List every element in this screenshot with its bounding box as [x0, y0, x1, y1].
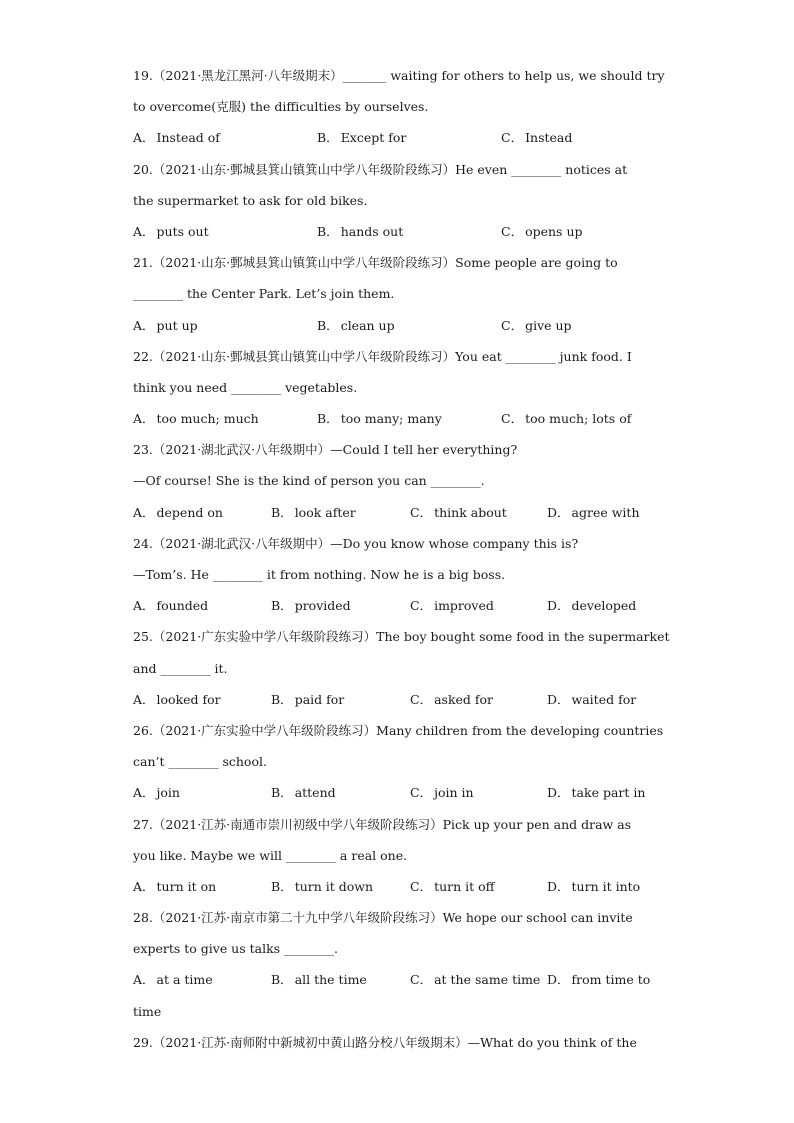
- options-row: [133, 590, 661, 621]
- question-stem-line: 22.（2021·山东·鄄城县箕山镇箕山中学八年级阶段练习）You eat ________ junk food. I: [133, 348, 632, 364]
- option-c[interactable]: C． at the same time: [410, 972, 541, 988]
- option-b[interactable]: B． turn it down: [271, 878, 374, 894]
- option-c[interactable]: C． turn it off: [410, 878, 495, 894]
- option-a[interactable]: A． at a time: [133, 972, 213, 988]
- question-stem-line: to overcome(克服) the difficulties by ourselves.: [133, 99, 429, 115]
- question-stem-line: you like. Maybe we will ________ a real one.: [133, 847, 408, 863]
- option-b[interactable]: B． too many; many: [317, 411, 442, 427]
- question-21: [133, 247, 661, 341]
- options-row: [133, 403, 661, 434]
- question-stem-line: 19.（2021·黑龙江黑河·八年级期末）_______ waiting for others to help us, we should try: [133, 68, 665, 83]
- option-b[interactable]: B． all the time: [271, 972, 367, 988]
- question-stem-line: 27.（2021·江苏·南通市崇川初级中学八年级阶段练习）Pick up your pen and draw as: [133, 816, 632, 832]
- option-b[interactable]: B． paid for: [271, 691, 345, 707]
- question-27: [133, 809, 661, 903]
- option-b[interactable]: B． Except for: [317, 130, 407, 146]
- options-row: [133, 216, 661, 247]
- option-b[interactable]: B． look after: [271, 504, 356, 520]
- options-row: [133, 871, 661, 902]
- option-c[interactable]: C． give up: [501, 317, 572, 333]
- question-stem-line: —Of course! She is the kind of person you can ________.: [133, 473, 485, 489]
- question-stem-line: 29.（2021·江苏·南师附中新城初中黄山路分校八年级期末）—What do you think of the: [133, 1034, 637, 1050]
- question-stem-line: can’t ________ school.: [133, 754, 267, 770]
- option-a[interactable]: A． join: [133, 785, 180, 801]
- option-a[interactable]: A． looked for: [133, 691, 221, 707]
- question-stem-line: ________ the Center Park. Let’s join them.: [133, 286, 395, 302]
- question-19: [133, 60, 665, 154]
- option-d[interactable]: D． developed: [547, 598, 637, 614]
- options-row: [133, 497, 661, 528]
- question-stem-line: and ________ it.: [133, 660, 228, 676]
- option-a[interactable]: A． put up: [133, 317, 198, 333]
- options-row: [133, 122, 661, 153]
- question-25: [133, 621, 670, 715]
- options-row: [133, 777, 661, 808]
- options-row: [133, 684, 661, 715]
- options-row: [133, 310, 661, 341]
- question-stem-line: experts to give us talks ________.: [133, 941, 339, 957]
- question-stem-line: 24.（2021·湖北武汉·八年级期中）—Do you know whose company this is?: [133, 535, 579, 551]
- option-d[interactable]: D． agree with: [547, 504, 640, 520]
- question-24: [133, 528, 661, 622]
- question-20: [133, 154, 661, 248]
- question-stem-line: 25.（2021·广东实验中学八年级阶段练习）The boy bought some food in the supermarket: [133, 629, 670, 645]
- option-b[interactable]: B． hands out: [317, 223, 404, 239]
- question-stem-line: the supermarket to ask for old bikes.: [133, 192, 368, 208]
- option-b[interactable]: B． provided: [271, 598, 351, 614]
- option-a[interactable]: A． too much; much: [133, 411, 259, 427]
- question-29: [133, 1027, 661, 1058]
- question-22: [133, 341, 661, 435]
- option-c[interactable]: C． opens up: [501, 223, 583, 239]
- option-a[interactable]: A． puts out: [133, 223, 209, 239]
- option-d[interactable]: D． take part in: [547, 785, 646, 801]
- options-row: [133, 964, 661, 995]
- question-stem-line: 26.（2021·广东实验中学八年级阶段练习）Many children from the developing countries: [133, 722, 664, 738]
- question-stem-line: 20.（2021·山东·鄄城县箕山镇箕山中学八年级阶段练习）He even ________ notices at: [133, 161, 628, 177]
- question-23: [133, 434, 661, 528]
- option-d-wrap: time: [133, 1003, 162, 1019]
- option-d[interactable]: D． from time to: [547, 972, 651, 988]
- option-c[interactable]: C． Instead: [501, 130, 573, 146]
- option-a[interactable]: A． turn it on: [133, 878, 217, 894]
- option-a[interactable]: A． Instead of: [133, 130, 220, 146]
- option-c[interactable]: C． asked for: [410, 691, 494, 707]
- option-c[interactable]: C． think about: [410, 504, 507, 520]
- option-d[interactable]: D． turn it into: [547, 878, 641, 894]
- option-c[interactable]: C． improved: [410, 598, 494, 614]
- question-28: [133, 902, 661, 1027]
- option-c[interactable]: C． too much; lots of: [501, 411, 632, 427]
- question-26: [133, 715, 664, 809]
- question-stem-line: 28.（2021·江苏·南京市第二十九中学八年级阶段练习）We hope our school can invite: [133, 910, 633, 926]
- question-page: [133, 60, 670, 1058]
- option-c[interactable]: C． join in: [410, 785, 474, 801]
- question-stem-line: 21.（2021·山东·鄄城县箕山镇箕山中学八年级阶段练习）Some people are going to: [133, 255, 618, 271]
- option-d[interactable]: D． waited for: [547, 691, 637, 707]
- option-a[interactable]: A． depend on: [133, 504, 223, 520]
- question-stem-line: —Tom’s. He ________ it from nothing. Now he is a big boss.: [133, 567, 506, 582]
- option-b[interactable]: B． clean up: [317, 317, 395, 333]
- option-a[interactable]: A． founded: [133, 598, 209, 614]
- question-stem-line: think you need ________ vegetables.: [133, 379, 358, 395]
- question-stem-line: 23.（2021·湖北武汉·八年级期中）—Could I tell her everything?: [133, 442, 518, 458]
- option-b[interactable]: B． attend: [271, 785, 336, 801]
